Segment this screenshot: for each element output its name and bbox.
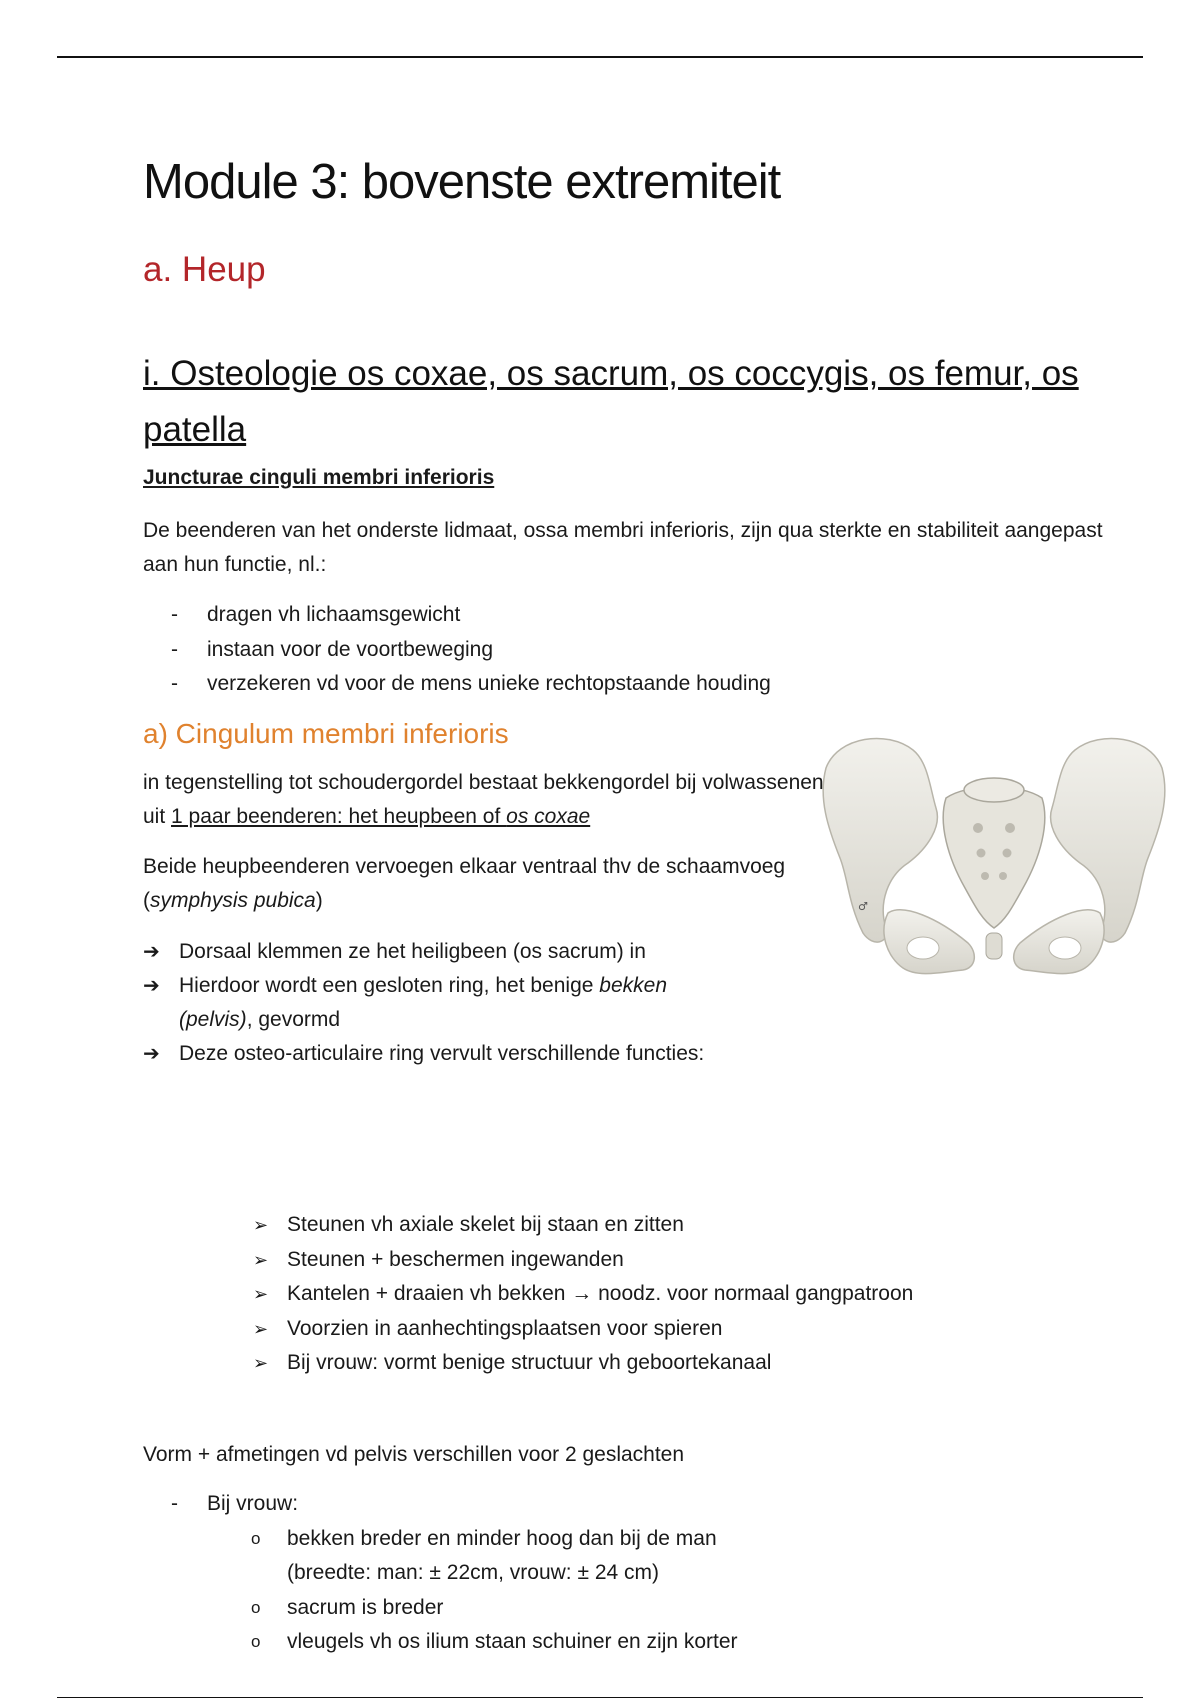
beide-paragraph: Beide heupbeenderen vervoegen elkaar ventraal thv de schaamvoeg (symphysis pubica) <box>143 855 786 912</box>
subheading: Juncturae cinguli membri inferioris <box>143 466 495 489</box>
list-item: - Bij vrouw: o bekken breder en minder hoog dan bij de man (breedte: man: ± 22cm, vrouw: ± 24 cm) o sacrum is breder o vleugels vh os ilium staan schuiner en zijn korter <box>143 1487 738 1660</box>
section-heading-i: i. Osteologie os coxae, os sacrum, os coccygis, os femur, os patella <box>143 354 1079 449</box>
cingulum-heading: a) Cingulum membri inferioris <box>143 718 509 749</box>
tegenstelling-paragraph <box>143 766 843 834</box>
arrow-item: ➔ Dorsaal klemmen ze het heiligbeen (os sacrum) in <box>143 935 1103 969</box>
functions-list <box>143 598 771 702</box>
vrouw-list <box>143 1487 738 1660</box>
check-arrowhead-icon: ➢ <box>253 1215 269 1235</box>
check-arrowhead-icon: ➢ <box>253 1318 269 1339</box>
pelvis-image <box>818 728 1170 990</box>
arrow-right-icon: ➔ <box>143 941 160 963</box>
list-item: o vleugels vh os ilium staan schuiner en zijn korter <box>207 1625 738 1660</box>
left-ilium <box>823 738 937 942</box>
check-arrowhead-icon: ➢ <box>253 1284 269 1304</box>
list-item: o sacrum is breder <box>207 1591 738 1626</box>
bottom-rule <box>57 1697 1143 1698</box>
section-heading-a: a. Heup <box>143 250 266 289</box>
arrow-item: ➔ Deze osteo-articulaire ring vervult verschillende functies: <box>143 1037 1103 1071</box>
list-item: - verzekeren vd voor de mens unieke rechtopstaande houding <box>143 667 771 702</box>
check-arrowhead-icon: ➢ <box>253 1353 269 1373</box>
male-symbol-label: ♂ <box>858 900 868 913</box>
tegen-text: in tegenstelling tot schoudergordel bestaat bekkengordel bij volwassenen uit <box>143 771 824 828</box>
circle-bullet-icon: o <box>251 1528 261 1548</box>
top-rule <box>57 56 1143 58</box>
list-item: ➢ Voorzien in aanhechtingsplaatsen voor spieren <box>143 1312 913 1347</box>
list-item: ➢ Steunen + beschermen ingewanden <box>143 1243 913 1278</box>
page-title: Module 3: bovenste extremiteit <box>143 155 781 209</box>
list-item: o bekken breder en minder hoog dan bij de man (breedte: man: ± 22cm, vrouw: ± 24 cm) <box>207 1522 738 1591</box>
list-item: ➢ Bij vrouw: vormt benige structuur vh geboortekanaal <box>143 1346 913 1381</box>
ring-functions-list <box>143 1208 913 1381</box>
arrow-right-icon: ➔ <box>143 1043 160 1065</box>
check-arrowhead-icon: ➢ <box>253 1249 269 1270</box>
list-item: ➢ Kantelen + draaien vh bekken → noodz. voor normaal gangpatroon <box>143 1277 913 1312</box>
vorm-paragraph: Vorm + afmetingen vd pelvis verschillen voor 2 geslachten <box>143 1443 685 1466</box>
circle-bullet-icon: o <box>251 1597 261 1617</box>
list-item: - dragen vh lichaamsgewicht <box>143 598 771 633</box>
intro-paragraph: De beenderen van het onderste lidmaat, ossa membri inferioris, zijn qua sterkte en stabiliteit aangepast aan hun functie, nl.: <box>143 519 1103 576</box>
list-item: ➢ Steunen vh axiale skelet bij staan en zitten <box>143 1208 913 1243</box>
circle-bullet-icon: o <box>251 1632 261 1651</box>
sacrum <box>943 787 1045 928</box>
list-item: - instaan voor de voortbeweging <box>143 633 771 668</box>
arrow-item: ➔ Hierdoor wordt een gesloten ring, het benige bekken (pelvis), gevormd <box>143 969 1103 1037</box>
right-ilium <box>1051 738 1165 942</box>
symphysis-term: symphysis pubica <box>150 889 316 912</box>
vrouw-sublist <box>207 1522 738 1660</box>
tegen-underlined: 1 paar beenderen: het heupbeen of os coxae <box>171 805 591 828</box>
arrow-right-icon: ➔ <box>143 975 160 997</box>
